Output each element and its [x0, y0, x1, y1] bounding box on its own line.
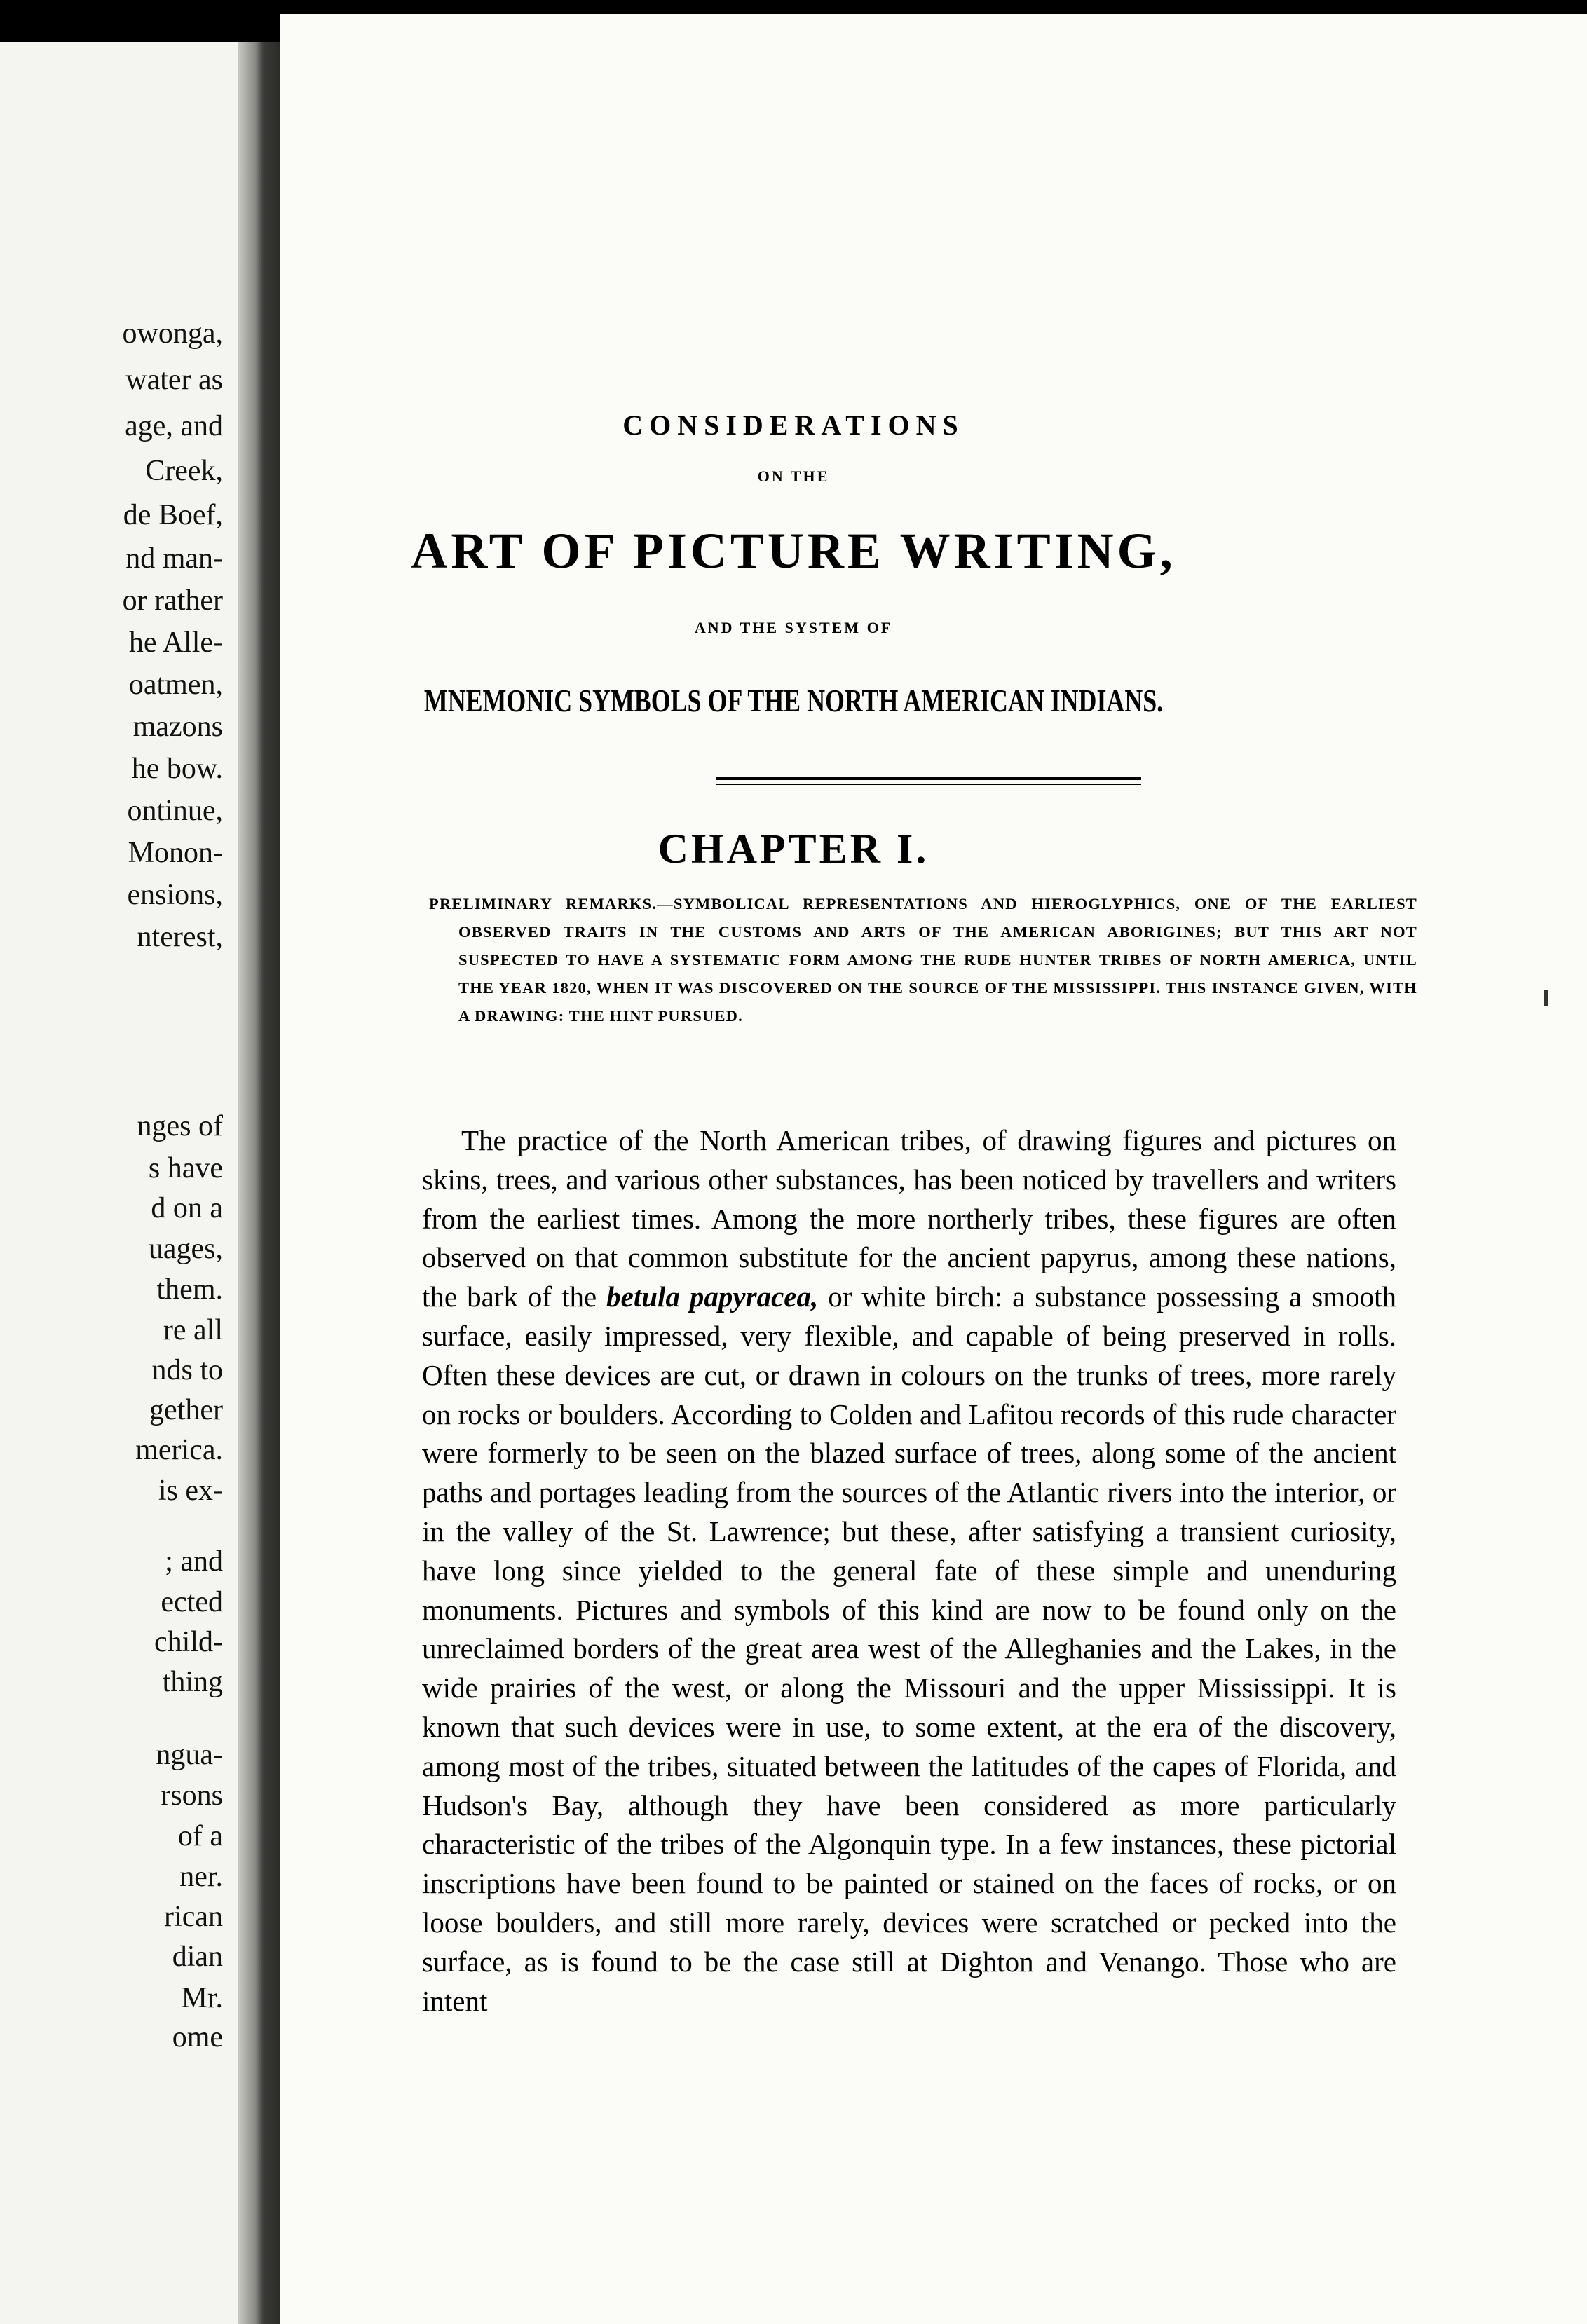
left-page-line: re all [163, 1314, 223, 1346]
body-text-italic: betula papyracea, [606, 1280, 819, 1313]
left-page [0, 42, 238, 2324]
left-page-line: age, and [125, 410, 223, 442]
left-page-line: ected [161, 1586, 223, 1618]
left-page-line: mazons [132, 711, 223, 743]
left-page-line: ; and [165, 1545, 223, 1578]
left-page-line: Mr. [181, 1982, 223, 2014]
left-page-line: ngua- [156, 1739, 223, 1771]
left-page-line: nges of [137, 1110, 223, 1142]
left-page-line: water as [125, 364, 223, 396]
left-page-line: merica. [135, 1434, 223, 1466]
chapter-title: CHAPTER I. [658, 826, 929, 872]
left-page-line: ontinue, [127, 795, 223, 827]
left-page-line: nds to [151, 1354, 223, 1386]
left-page-line: uages, [148, 1233, 223, 1265]
book-gutter [238, 42, 280, 2324]
left-page-line: rsons [161, 1779, 223, 1812]
left-page-line: or rather [122, 585, 223, 617]
left-page-line: dian [172, 1941, 223, 1973]
heading-subtitle: MNEMONIC SYMBOLS OF THE NORTH AMERICAN INDIANS. [423, 683, 1164, 718]
heading-on-the: ON THE [757, 467, 830, 485]
chapter-summary: PRELIMINARY REMARKS.—SYMBOLICAL REPRESENTATIONS AND HIEROGLYPHICS, ONE OF THE EARLIEST OBSERVED TRAITS IN THE CUSTOMS AND ARTS OF THE AMERICAN ABORIGINES; BUT THIS ART NOT SUSPECTED TO HAVE A SYSTEMATIC FORM AMONG THE RUDE HUNTER TRIBES OF NORTH AMERICA, UNTIL THE YEAR 1820, WHEN IT WAS DISCOVERED ON THE SOURCE OF THE MISSISSIPPI. THIS INSTANCE GIVEN, WITH A DRAWING: THE HINT PURSUED. [429, 895, 1417, 1025]
left-page-line: is ex- [158, 1475, 223, 1507]
left-page-line: ensions, [127, 879, 223, 911]
left-page-line: gether [149, 1394, 223, 1426]
left-page-line: de Boef, [123, 499, 223, 531]
left-page-line: rican [164, 1901, 223, 1933]
left-page-line: owonga, [122, 317, 223, 350]
body-paragraph [422, 1121, 1396, 2021]
left-page-line: s have [148, 1152, 223, 1184]
left-page-line: of a [177, 1820, 223, 1852]
left-page-line: ner. [179, 1861, 223, 1893]
heading-main-title: ART OF PICTURE WRITING, [411, 523, 1176, 579]
left-page-line: he bow. [131, 753, 223, 785]
body-text-part1: The practice of the North American tribes, of drawing figures and pictures on skins, trees, and various other substances, has been noticed by travellers and writers from the earliest times. Among the more northerly tribes, these figures are often observed on that common substitute for the ancient papyrus, among these nations, the bark of the [422, 1124, 1396, 1313]
heading-considerations: CONSIDERATIONS [622, 409, 965, 441]
left-page-line: ome [172, 2021, 223, 2053]
divider-rule-thin [716, 784, 1141, 785]
left-page-line: Monon- [128, 837, 223, 869]
left-page-line: child- [154, 1626, 223, 1658]
heading-and-the-system-of: AND THE SYSTEM OF [694, 619, 893, 636]
left-page-line: thing [162, 1666, 223, 1698]
divider-rule-thick [716, 777, 1141, 780]
margin-mark [1544, 990, 1548, 1006]
left-page-line: nterest, [137, 921, 223, 953]
left-page-line: Creek, [145, 455, 223, 487]
body-text-part2: or white birch: a substance possessing a smooth surface, easily impressed, very flexible, and capable of being preserved in rolls. Often these devices are cut, or drawn in colours on the trunks of trees, more rarely on rocks or boulders. According to Colden and Lafitou records of this rude character were formerly to be seen on the blazed surface of trees, along some of the ancient paths and portages leading from the sources of the Atlantic rivers into the interior, or in the valley of the St. Lawrence; but these, after satisfying a transient curiosity, have long since yielded to the general fate of these simple and unenduring monuments. Pictures and symbols of this kind are now to be found only on the unreclaimed borders of the great area west of the Alleghanies and the Lakes, in the wide prairies of the west, or along the Missouri and the upper Mississippi. It is known that such devices were in use, to some extent, at the era of the discovery, among most of the tribes, situated between the latitudes of the capes of Florida, and Hudson's Bay, although they have been considered as more particularly characteristic of the tribes of the Algonquin type. In a few instances, these pictorial inscriptions have been found to be painted or stained on the faces of rocks, or on loose boulders, and still more rarely, devices were scratched or pecked into the surface, as is found to be the case still at Dighton and Venango. Those who are intent [422, 1280, 1396, 2017]
left-page-line: he Alle- [128, 627, 223, 659]
left-page-line: d on a [151, 1192, 223, 1224]
left-page-line: nd man- [125, 542, 223, 575]
left-page-line: oatmen, [128, 669, 223, 701]
left-page-line: them. [156, 1273, 223, 1306]
